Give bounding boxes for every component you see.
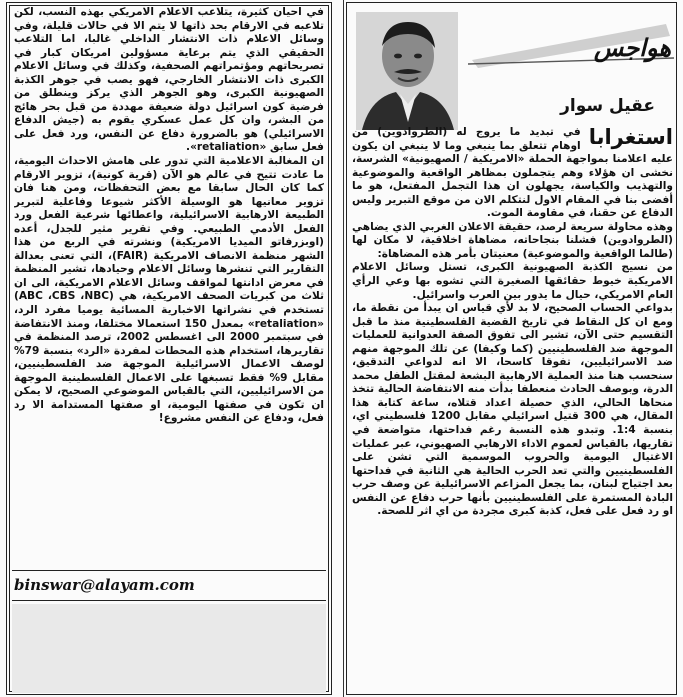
- continuation-paragraph: ان المغالبة الاعلامية التي تدور على هامش الاحداث اليومية، ما عادت تتيح في عالم هو الآن (قرية كونية)، تزوير الارقام كما كان الحال سابقا مع بعض التحفظات، ومن هنا فان تزوير معانيها هو الوسيلة الأكثر شيوعا وفاعلية لتبرير الطبيعة الارهابية الاسرائيلية، واعطائها شرعية الفعل ورد الفعل الأدمي الطبيعي. وفي تقرير مثير للجدل، أعده (اوبزرفاتو الميديا الامريكية) ونشرته في الربع من هذا الشهر منظمة الانصاف الامريكية (FAIR)، التي تعنى بعدالة التقارير التي تنشرها وسائل الاعلام وحيادها، تشير المنظمة في معرض ادانتها لمواقف وسائل الاعلام الامريكية، الى ان ثلاث من كبريات الصحف الامريكية، هي (ABC ،CBS ،NBC) تستخدم في نشراتها الاخبارية المسائية يوميا مفرد الرد، «retaliation» بمعدل 150 استعمالا مختلفا، ومنذ الانتفاضة في سبتمبر 2000 الى اغسطس 2002، ترصد المنظمة في تقاريرها، استخدام هذه المحطات لمفردة «الرد» بنسبة 79% لوصف الاعمال الاسرائيلية الموجهة ضد الفلسطينيين، مقابل 9% فقط تسبغها على الاعمال الفلسطينية الموجهة من الاسرائيليين، التي بالقياس الموضوعي الصحيح، لا يمكن ان تكون في صفتها اليومية، او صفتها المستدامة الا رد فعل، ودفاع عن النفس مشروع!: [14, 155, 324, 425]
- email-top-rule: [12, 570, 326, 571]
- email-bottom-rule: [12, 600, 326, 601]
- column-header: [350, 6, 673, 149]
- continuation-paragraph: في احيان كثيرة، يتلاعب الاعلام الامريكي بهذه النسب، لكن تلاعبه في الارقام بحد ذاتها لا يتم الا في حالات قليلة، وفي وسائل الاعلام ذات الانتشار الداخلي غالبا، اما التلاعب الحقيقي الذي يتم برعاية مسؤولين امريكان كبار في تصريحاتهم ومؤتمراتهم الصحفية، وكذلك في وسائل الاعلام الكبرى ذات الانتشار الخارجي، فهو يصب في جوهر الكذبة الصهيونية الكبرى، وهو الجوهر الذي يركز وينطلق من فرضية كون اسرائيل دولة ضعيفة مهددة من قبل بحر هائج من البشر، وان كل عمل عسكري يقوم به (جيش الدفاع الاسرائيلي) هو بالضرورة دفاع عن النفس، ورد فعل على فعل سابق «retaliation».: [14, 6, 324, 154]
- continuation-body: [14, 6, 324, 568]
- article-paragraph: من نسيج الكذبة الصهيونية الكبرى، تستل وسائل الاعلام الامريكية خيوط حقائقها الصغيرة التي تشوه بها وعي الرأي العام الامريكي، حيال ما يدور بين العرب واسرائيل.: [352, 261, 673, 301]
- article-paragraph: في تبديد ما يروج له (الطروادوين) من اوهام تتعلق بما ينبغي وما لا ينبغي ان يكون عليه اعلامنا بمواجهة الحملة «الامريكية / الصهيونية» الشرسة، نخشى ان هؤلاء وهم يتجملون بمظاهر الواقعية والموضوعية والتهذيب والكياسة، يجهلون ان هذا التجمل المفتعل، هو ما أفضى بنا في المقام الاول لنتكلم الان من موقع التبرير وليس الدفاع عن حقنا، في مقاومة الموت.: [352, 126, 673, 220]
- article-paragraph: وهذه محاولة سريعة لرصد، حقيقة الاعلان الغربي الذي يضاهي (الطروادوين) فشلنا بنجاحاته، مضاهاة اخلاقية، لا مكان لها (طالما الواقعية والموضوعية) معنيتان بأمر هذه المضاهاة:: [352, 220, 673, 260]
- author-email[interactable]: binswar@alayam.com: [14, 576, 195, 594]
- article-body: [352, 126, 673, 691]
- adjacent-page-area: [12, 604, 326, 693]
- author-photo: [356, 12, 458, 130]
- author-name: عقيل سوار: [560, 96, 655, 116]
- continuation-column: [4, 0, 334, 697]
- article-column: [343, 0, 679, 697]
- article-paragraph: بدواعي الحساب الصحيح، لا بد لأي قياس ان يبدأ من نقطة ما، ومع ان كل النقاط في تاريخ القضية الفلسطينية منذ ما قبل التقسيم حتى الآن، تشير الى تفوق الصفة العدوانية للعمليات الموجهة ضد الفلسطينيين (كما وكيفا) عن تلك الموجهة منهم ضد الاسرائيليين، تفوقا كاسحا، الا انه لدواعي التدقيق، سنحسب هنا منذ العملية الارهابية البشعة لمقتل الطفل محمد الدرة، وبوصف الحادث منعطفا بدأت منه الانتفاضة الحالية تتخذ منحاها الحالي، الذي حصيلة اعداد قتلاه، ساعة كتابة هذا المقال، هي 300 قتيل اسرائيلي مقابل 1200 فلسطيني اي، بنسبة 1:4. وتبدو هذه النسبة رغم فداحتها، متواضعة في تقاريها، بالقياس لعموم الاداء الارهابي الصهيوني، عبر عمليات الاغتيال اليومية والحروب الموسمية التي تشن على الفلسطينيين والتي تعد الحرب الحالية هي الثانية في فداحتها بعد اجتياح لبنان، بما يجعل المزاعم الاسرائيلية عن وصف حرب البادة المستمرة على الفلسطينيين بأنها حرب دفاع عن النفس او رد فعل على فعل، كذبة كبرى مجردة من اي اثر للصحة.: [352, 302, 673, 518]
- author-portrait-image: [356, 12, 458, 130]
- article-title: استغرابا: [588, 126, 673, 149]
- column-name: هواجس: [593, 34, 671, 62]
